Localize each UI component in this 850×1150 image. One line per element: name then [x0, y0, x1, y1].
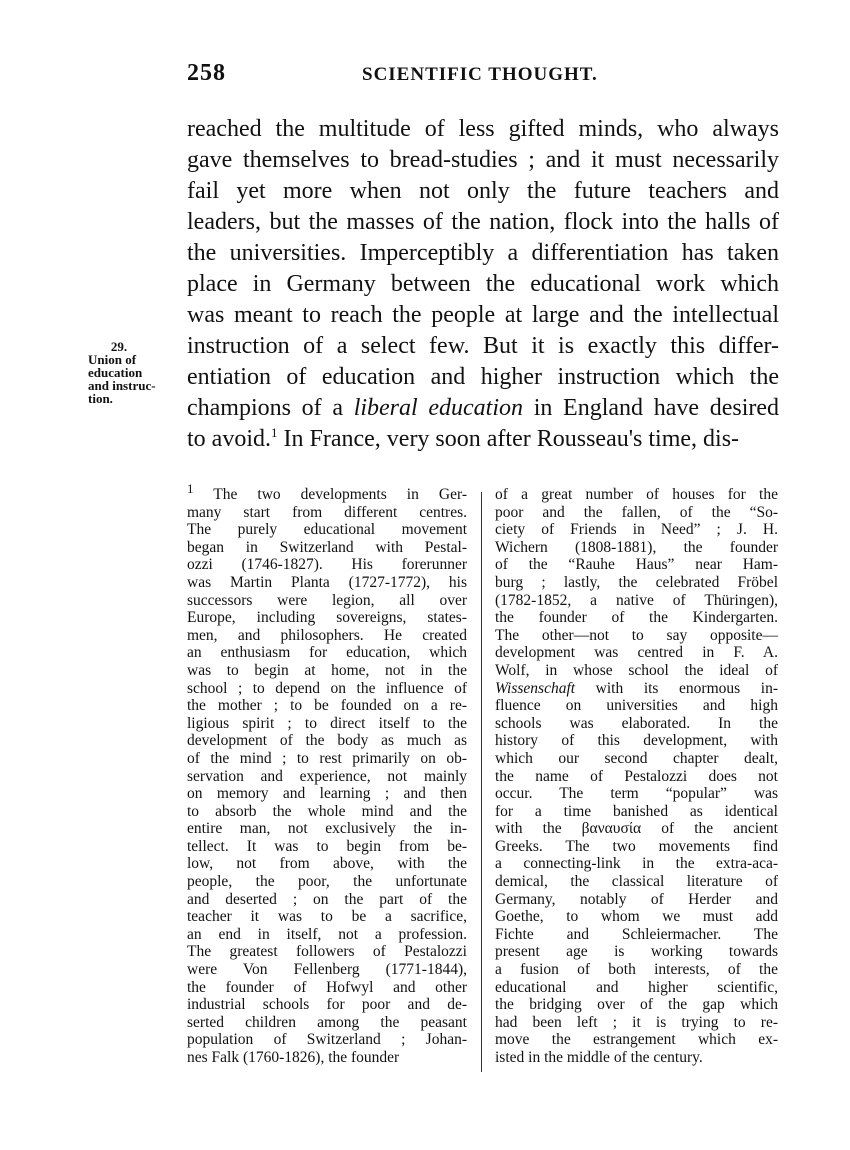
footnote-line: educational and higher scientific, [495, 978, 778, 996]
footnote-line: serted children among the peasant [187, 1013, 467, 1031]
footnote-line: the bridging over of the gap which [495, 996, 778, 1014]
footnote-line: (1782-1852, a native of Thüringen), [495, 591, 778, 609]
footnote-line: with the βαναυσία of the ancient [495, 820, 778, 838]
footnote-line: industrial schools for poor and de- [187, 996, 467, 1014]
footnote-line: for a time banished as identical [495, 802, 778, 820]
footnote-line: school ; to depend on the influence of [187, 679, 467, 697]
main-text [187, 114, 779, 455]
margin-note-line: tion. [88, 391, 113, 406]
paragraph-line: leaders, but the masses of the nation, flock into the halls of [187, 209, 779, 235]
footnote-line: fluence on universities and high [495, 697, 778, 715]
footnote-line: Goethe, to whom we must add [495, 908, 778, 926]
paragraph-line: champions of a liberal education in England have desired [187, 395, 780, 421]
running-head: SCIENTIFIC THOUGHT. [362, 64, 598, 85]
footnote-line: an end in itself, not a profession. [187, 925, 467, 943]
footnote-line: the founder of the Kindergarten. [495, 609, 778, 627]
footnote-line: an enthusiasm for education, which [187, 644, 467, 662]
paragraph-line: reached the multitude of less gifted minds, who always [187, 116, 779, 142]
footnote-line: demical, the classical literature of [495, 873, 778, 891]
margin-note-line: and instruc- [88, 378, 156, 393]
footnote-line: a fusion of both interests, of the [495, 961, 778, 979]
footnote-line: Wolf, in whose school the ideal of [495, 661, 778, 679]
margin-note [88, 340, 178, 405]
footnote-line: Germany, notably of Herder and [495, 890, 778, 908]
page-header [187, 60, 777, 90]
footnote-line: ligious spirit ; to direct itself to the [187, 714, 467, 732]
paragraph-line: entiation of education and higher instruction which the [187, 364, 779, 390]
footnote-line: the mother ; to be founded on a re- [187, 697, 467, 715]
margin-note-number: 29. [110, 339, 128, 354]
footnote-line: $^1$ The two developments in Ger- [187, 480, 467, 503]
footnote-column-left [187, 480, 467, 1067]
footnote-line: present age is working towards [495, 943, 778, 961]
footnote-line: low, not from above, with the [187, 855, 467, 873]
footnote-line: nes Falk (1760-1826), the founder [187, 1049, 400, 1066]
footnote-line: the name of Pestalozzi does not [495, 767, 778, 785]
footnote-line: a connecting-link in the extra-aca- [495, 855, 778, 873]
footnotes [187, 480, 779, 1086]
footnote-line: of a great number of houses for the [495, 486, 778, 503]
footnote-line: isted in the middle of the century. [495, 1049, 703, 1066]
footnote-line: the founder of Hofwyl and other [187, 978, 467, 996]
footnote-line: had been left ; it is trying to re- [495, 1013, 778, 1031]
footnote-line: entire man, not exclusively the in- [187, 820, 467, 838]
footnote-line: people, the poor, the unfortunate [187, 873, 467, 891]
paragraph-line: to avoid.$^1$ In France, very soon after Rousseau's time, dis- [187, 425, 740, 452]
margin-note-line: education [88, 365, 143, 380]
footnote-line: which our second chapter dealt, [495, 749, 778, 767]
footnote-line: Europe, including sovereigns, states- [187, 609, 467, 627]
footnote-line: population of Switzerland ; Johan- [187, 1031, 467, 1049]
footnote-line: poor and the fallen, of the “So- [495, 503, 778, 521]
footnote-line: Wichern (1808-1881), the founder [495, 538, 778, 556]
footnote-line: of the “Rauhe Haus” near Ham- [495, 556, 778, 574]
footnote-line: Wissenschaft with its enormous in- [495, 679, 778, 697]
footnote-line: development was centred in F. A. [495, 644, 778, 662]
paragraph-line: place in Germany between the educational work which [187, 271, 779, 297]
paragraph-line: gave themselves to bread-studies ; and it must necessarily [187, 147, 779, 173]
footnote-line: The purely educational movement [187, 521, 467, 539]
footnote-line: move the estrangement which ex- [495, 1031, 778, 1049]
footnote-line: began in Switzerland with Pestal- [187, 538, 467, 556]
paragraph-line: instruction of a select few. But it is exactly this differ- [187, 333, 779, 359]
footnote-line: and deserted ; on the part of the [187, 890, 467, 908]
paragraph-line: fail yet more when not only the future teachers and [187, 178, 779, 204]
footnote-line: history of this development, with [495, 732, 778, 750]
footnote-line: were Von Fellenberg (1771-1844), [187, 961, 467, 979]
footnote-line: many start from different centres. [187, 503, 467, 521]
footnote-line: servation and experience, not mainly [187, 767, 467, 785]
footnote-column-right [495, 486, 778, 1067]
margin-note-line: Union of [88, 352, 137, 367]
footnote-line: was to begin at home, not in the [187, 661, 467, 679]
paragraph-line: the universities. Imperceptibly a differentiation has taken [187, 240, 779, 266]
footnote-line: occur. The term “popular” was [495, 785, 778, 803]
footnote-line: was Martin Planta (1727-1772), his [187, 573, 467, 591]
footnote-line: Greeks. The two movements find [495, 837, 778, 855]
footnote-line: on memory and learning ; and then [187, 785, 467, 803]
footnote-line: of the mind ; to rest primarily on ob- [187, 749, 467, 767]
footnote-line: teacher it was to be a sacrifice, [187, 908, 467, 926]
footnote-line: successors were legion, all over [187, 591, 467, 609]
footnote-line: Fichte and Schleiermacher. The [495, 925, 778, 943]
footnote-line: schools was elaborated. In the [495, 714, 778, 732]
footnote-line: The greatest followers of Pestalozzi [187, 943, 467, 961]
column-divider [481, 492, 482, 1072]
footnote-line: ozzi (1746-1827). His forerunner [187, 556, 467, 574]
paragraph-line: was meant to reach the people at large and the intellectual [187, 302, 779, 328]
footnote-line: development of the body as much as [187, 732, 467, 750]
footnote-line: burg ; lastly, the celebrated Fröbel [495, 573, 778, 591]
footnote-line: tellect. It was to begin from be- [187, 837, 467, 855]
footnote-line: to absorb the whole mind and the [187, 802, 467, 820]
footnote-line: The other—not to say opposite— [495, 626, 778, 644]
page-number: 258 [187, 60, 226, 86]
footnote-line: ciety of Friends in Need” ; J. H. [495, 521, 778, 539]
footnote-line: men, and philosophers. He created [187, 626, 467, 644]
